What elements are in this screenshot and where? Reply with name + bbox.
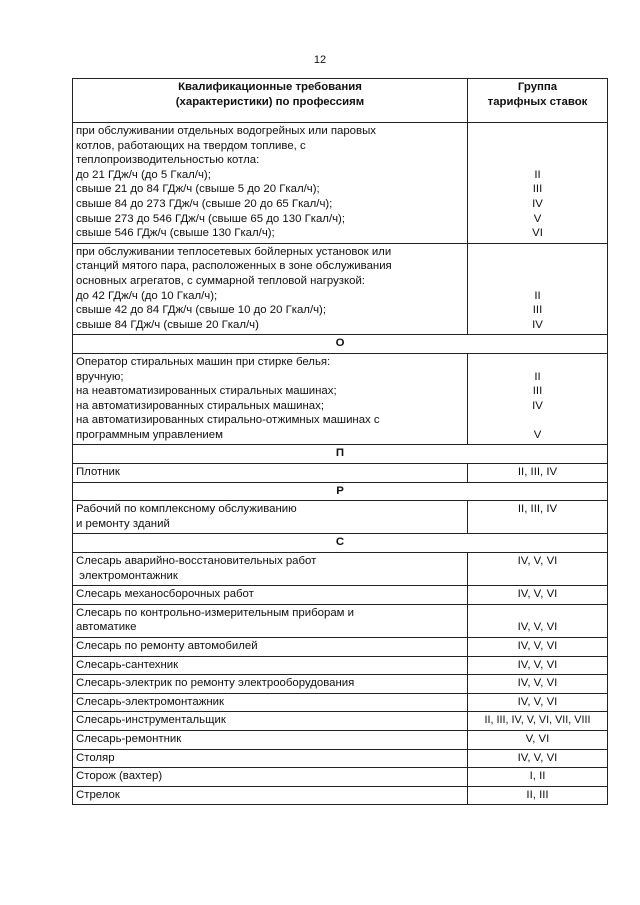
group-cell: IV, V, VI [468,749,608,768]
profession-name: Сторож (вахтер) [73,768,468,787]
profession-name: Стрелок [73,786,468,805]
profession-name: Столяр [73,749,468,768]
profession-name: Слесарь-инструментальщик [73,712,468,731]
group-cell: II III IV V [468,353,608,445]
header-tariff-group: Группа тарифных ставок [468,79,608,123]
table-row [73,553,608,586]
group-cell: II, III, IV [468,501,608,534]
profession-name: Слесарь-электромонтажник [73,693,468,712]
group-cell: I, II [468,768,608,787]
table-row [73,675,608,694]
group-cell: II, III, IV [468,464,608,483]
table-row [73,768,608,787]
profession-name: Слесарь-электрик по ремонту электрооборудования [73,675,468,694]
section-letter: П [73,445,608,464]
group-cell: IV, V, VI [468,656,608,675]
table-row [73,243,608,335]
profession-name: Рабочий по комплексному обслуживанию и ремонту зданий [73,501,468,534]
group-cell: II, III, IV, V, VI, VII, VIII [468,712,608,731]
table-row [73,712,608,731]
profession-name: Слесарь аварийно-восстановительных работ электромонтажник [73,553,468,586]
profession-name: Слесарь механосборочных работ [73,586,468,605]
table-row [73,604,608,637]
table-row [73,638,608,657]
section-letter: С [73,534,608,553]
table-row [73,749,608,768]
group-cell: V, VI [468,730,608,749]
table-row [73,693,608,712]
section-letter-row [73,335,608,354]
group-cell: IV, V, VI [468,604,608,637]
profession-name: Слесарь-ремонтник [73,730,468,749]
tariff-table [72,78,608,805]
profession-name: Слесарь-сантехник [73,656,468,675]
table-row [73,586,608,605]
header-qualification: Квалификационные требования (характеристики) по профессиям [73,79,468,123]
section-letter-row [73,482,608,501]
profession-name: Слесарь по контрольно-измерительным приборам и автоматике [73,604,468,637]
table-row [73,464,608,483]
group-cell: II III IV V VI [468,123,608,244]
group-cell: IV, V, VI [468,586,608,605]
profession-name: Слесарь по ремонту автомобилей [73,638,468,657]
table-row [73,730,608,749]
group-cell: IV, V, VI [468,638,608,657]
group-cell: II III IV [468,243,608,335]
section-letter: Р [73,482,608,501]
group-cell: IV, V, VI [468,693,608,712]
table-row [73,786,608,805]
table-header-row [73,79,608,123]
table-row [73,123,608,244]
table-row [73,656,608,675]
requirements-cell: при обслуживании отдельных водогрейных или паровых котлов, работающих на твердом топливе, с теплопроизводительностью котла: до 21 ГДж/ч (до 5 Гкал/ч); свыше 21 до 84 ГДж/ч (свыше 5 до 20 Гкал/ч); свыше 84 до 273 ГДж/ч (свыше 20 до 65 Гкал/ч); свыше 273 до 546 ГДж/ч (свыше 65 до 130 Гкал/ч); свыше 546 ГДж/ч (свыше 130 Гкал/ч); [73,123,468,244]
requirements-cell: при обслуживании теплосетевых бойлерных установок или станций мятого пара, расположенных в зоне обслуживания основных агрегатов, с суммарной тепловой нагрузкой: до 42 ГДж/ч (до 10 Гкал/ч); свыше 42 до 84 ГДж/ч (свыше 10 до 20 Гкал/ч); свыше 84 ГДж/ч (свыше 20 Гкал/ч) [73,243,468,335]
profession-name: Плотник [73,464,468,483]
group-cell: II, III [468,786,608,805]
group-cell: IV, V, VI [468,553,608,586]
section-letter-row [73,445,608,464]
requirements-cell: Оператор стиральных машин при стирке белья: вручную; на неавтоматизированных стиральных машинах; на автоматизированных стиральных машинах; на автоматизированных стирально-отжимных машинах с программным управлением [73,353,468,445]
table-row [73,501,608,534]
table-row [73,353,608,445]
group-cell: IV, V, VI [468,675,608,694]
section-letter-row [73,534,608,553]
section-letter: О [73,335,608,354]
page-number: 12 [313,54,327,66]
